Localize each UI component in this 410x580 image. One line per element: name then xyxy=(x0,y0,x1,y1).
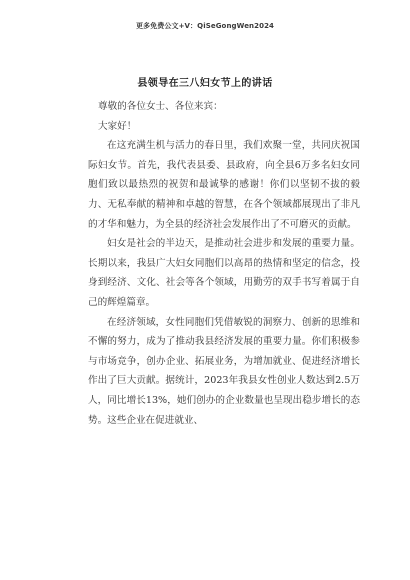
greeting: 大家好！ xyxy=(98,120,137,132)
paragraph-1: 在这充满生机与活力的春日里，我们欢聚一堂，共同庆祝国际妇女节。首先，我代表县委、县政府，向全县6万多名妇女同胞们致以最热烈的祝贺和最诚挚的感谢！你们以坚韧不拔的毅力、无私奉献的精神和卓越的智慧，在各个领域都展现出了非凡的才华和魅力，为全县的经济社会发展作出了不可磨灭的贡献。 xyxy=(88,140,360,230)
header-note: 更多免费公文+V：QiSeGongWen2024 xyxy=(135,22,275,30)
paragraph-2: 妇女是社会的半边天，是推动社会进步和发展的重要力量。长期以来，我县广大妇女同胞们以高昂的热情和坚定的信念，投身到经济、文化、社会等各个领域，用勤劳的双手书写着属于自己的辉煌篇章。 xyxy=(88,238,360,308)
salutation: 尊敬的各位女士、各位来宾： xyxy=(98,101,223,112)
document-title: 县领导在三八妇女节上的讲话 xyxy=(137,78,273,89)
document-body xyxy=(88,97,360,430)
paragraph-3: 在经济领域，女性同胞们凭借敏锐的洞察力、创新的思维和不懈的努力，成为了推动我县经济发展的重要力量。你们积极参与市场竞争，创办企业、拓展业务，为增加就业、促进经济增长作出了巨大贡献。据统计，2023年我县女性创业人数达到2.5万人，同比增长13%，她们创办的企业数量也呈现出稳步增长的态势。这些企业在促进就业、 xyxy=(88,316,360,426)
